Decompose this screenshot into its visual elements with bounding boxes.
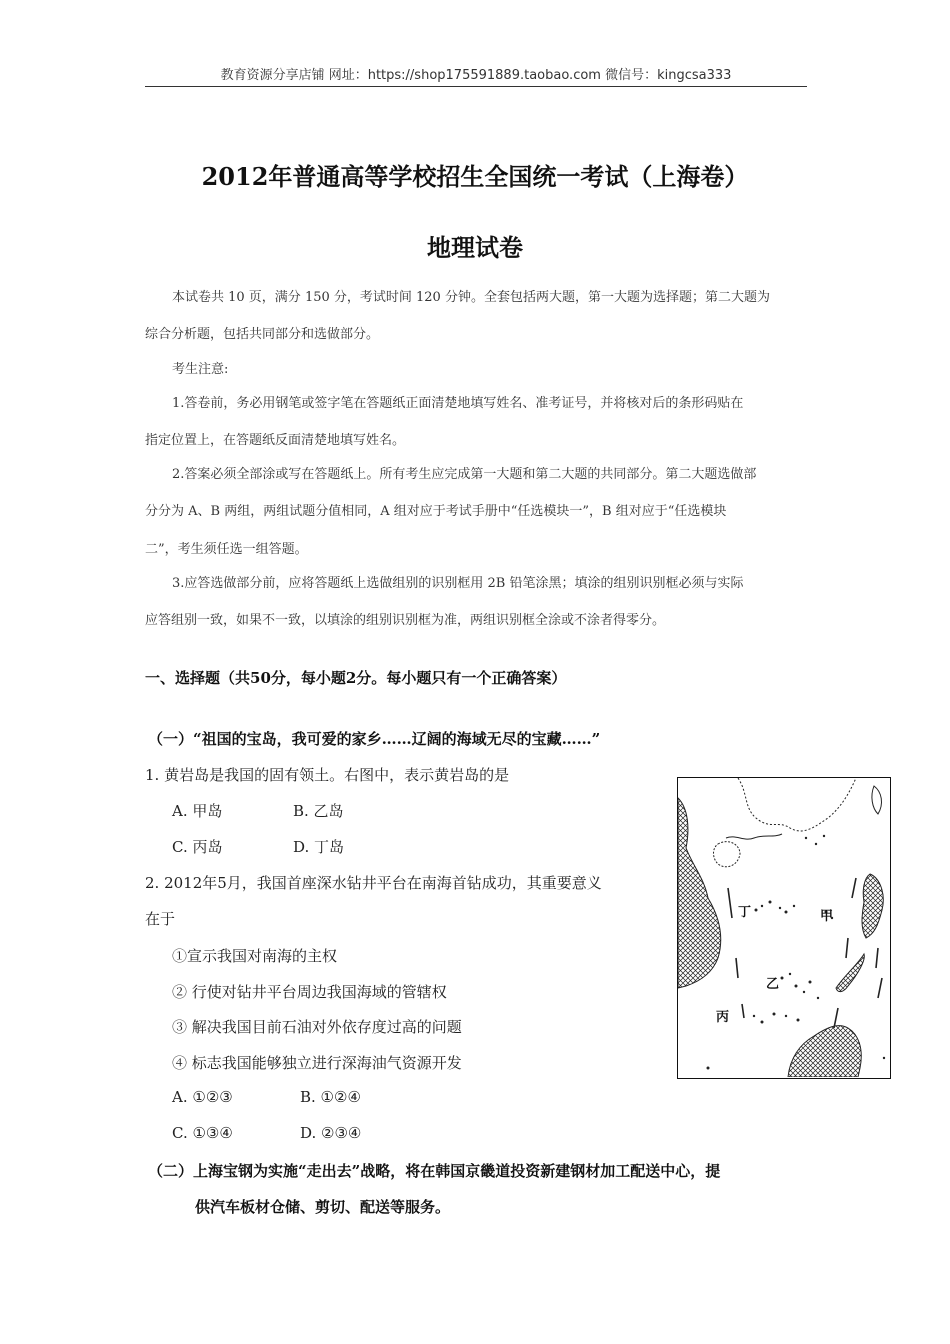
- question-2-stem: 2. 2012年5月，我国首座深水钻井平台在南海首钻成功，其重要意义: [145, 874, 602, 892]
- q2-statement: ③ 解决我国目前石油对外依存度过高的问题: [172, 1018, 462, 1036]
- question-1-stem: 1. 黄岩岛是我国的固有领土。右图中，表示黄岩岛的是: [145, 766, 510, 784]
- q2-statement: ② 行使对钻井平台周边我国海域的管辖权: [172, 983, 447, 1001]
- group-2-title: （二）上海宝钢为实施“走出去”战略，将在韩国京畿道投资新建钢材加工配送中心，提: [148, 1162, 721, 1180]
- header-divider: [145, 86, 807, 87]
- q2-option-d: D. ②③④: [300, 1124, 362, 1142]
- philippines-landmass: [862, 874, 883, 938]
- q2-statement: ④ 标志我国能够独立进行深海油气资源开发: [172, 1054, 462, 1072]
- map-label-bing: 丙: [716, 1010, 730, 1025]
- south-china-sea-map: [677, 777, 891, 1079]
- map-graphic: [678, 778, 889, 1077]
- q1-option-b: B. 乙岛: [293, 802, 344, 820]
- notice-line: 2.答案必须全部涂或写在答题纸上。所有考生应完成第一大题和第二大题的共同部分。第二大题选做部: [172, 467, 757, 482]
- notice-line: 二”，考生须任选一组答题。: [145, 542, 308, 557]
- palawan-island: [836, 954, 864, 992]
- page-header: 教育资源分享店铺 网址：https://shop175591889.taobao.com 微信号：kingcsa333: [220, 68, 732, 83]
- intro-line-2: 综合分析题，包括共同部分和选做部分。: [145, 327, 380, 342]
- guangdong-coast: [726, 834, 782, 839]
- notice-line: 3.应答选做部分前，应将答题纸上选做组别的识别框用 2B 铅笔涂黑；填涂的组别识别框必须与实际: [172, 576, 744, 591]
- group-2-title-cont: 供汽车板材仓储、剪切、配送等服务。: [195, 1198, 451, 1216]
- notice-line: 应答组别一致，如果不一致，以填涂的组别识别框为准，两组识别框全涂或不涂者得零分。: [145, 613, 666, 628]
- q1-option-d: D. 丁岛: [293, 838, 345, 856]
- q2-option-c: C. ①③④: [172, 1124, 233, 1142]
- taiwan-island: [872, 786, 882, 814]
- hainan-island: [714, 842, 741, 867]
- notice-line: 分分为 A、B 两组，两组试题分值相同，A 组对应于考试手册中“任选模块一”，B 组对应于“任选模块: [145, 504, 727, 519]
- borneo-landmass: [788, 1026, 861, 1077]
- q2-option-b: B. ①②④: [300, 1088, 361, 1106]
- group-1-title: （一）“祖国的宝岛，我可爱的家乡……辽阔的海域无尽的宝藏……”: [148, 730, 601, 748]
- exam-subtitle: 地理试卷: [427, 233, 523, 262]
- q1-option-a: A. 甲岛: [172, 802, 223, 820]
- maritime-boundary: [728, 878, 882, 1028]
- map-label-jia: 甲: [820, 909, 834, 924]
- q2-option-a: A. ①②③: [172, 1088, 233, 1106]
- map-label-yi: 乙: [766, 977, 780, 992]
- islets: [707, 835, 886, 1070]
- exam-title: 2012年普通高等学校招生全国统一考试（上海卷）: [201, 162, 749, 191]
- indochina-landmass: [678, 798, 721, 988]
- intro-line-1: 本试卷共 10 页，满分 150 分，考试时间 120 分钟。全套包括两大题，第一大题为选择题；第二大题为: [172, 290, 770, 305]
- q2-statement: ①宣示我国对南海的主权: [172, 947, 338, 965]
- map-label-ding: 丁: [738, 905, 752, 920]
- question-2-stem-cont: 在于: [145, 910, 176, 928]
- q1-option-c: C. 丙岛: [172, 838, 223, 856]
- china-coastline: [738, 778, 856, 831]
- notice-line: 1.答卷前，务必用钢笔或签字笔在答题纸正面清楚地填写姓名、准考证号，并将核对后的条形码贴在: [172, 396, 744, 411]
- section-1-title: 一、选择题（共50分，每小题2分。每小题只有一个正确答案）: [145, 669, 567, 687]
- notice-line: 指定位置上，在答题纸反面清楚地填写姓名。: [145, 433, 406, 448]
- notice-title: 考生注意:: [172, 362, 229, 377]
